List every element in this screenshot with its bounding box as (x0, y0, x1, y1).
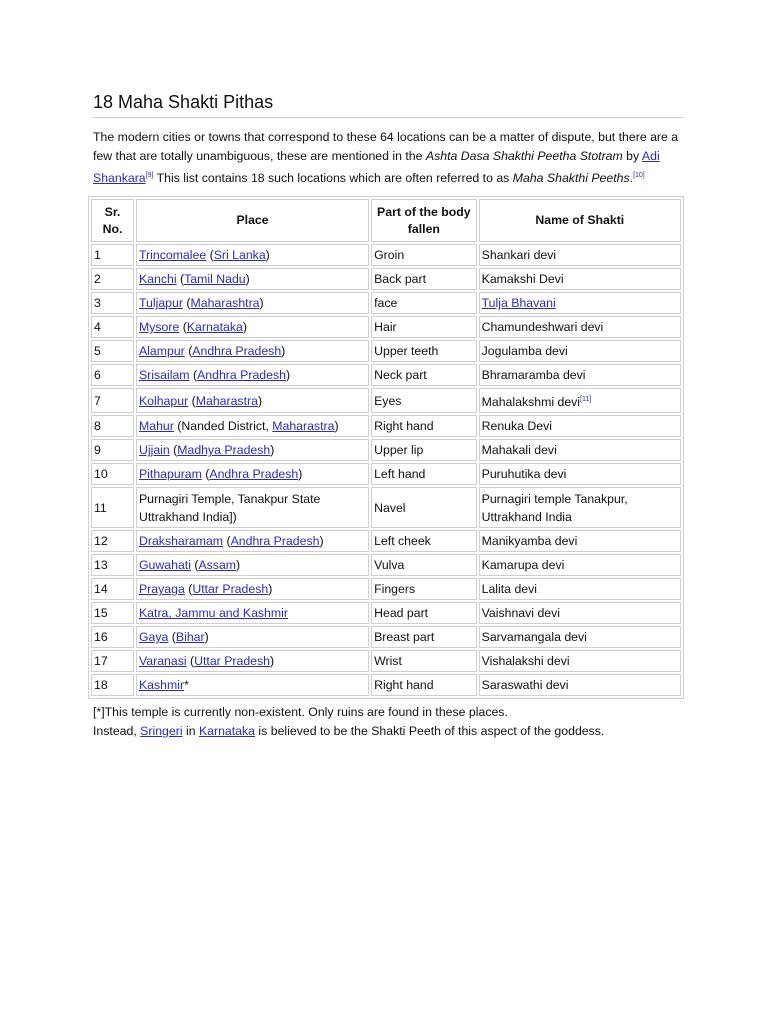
section-title: 18 Maha Shakti Pithas (93, 92, 683, 118)
cell-shakti: Kamarupa devi (479, 554, 681, 576)
cell-body-part: Breast part (371, 626, 477, 648)
cell-sr: 14 (91, 578, 134, 600)
cell-sr: 5 (91, 340, 134, 362)
place-link[interactable]: Prayaga (138, 582, 185, 597)
cell-shakti: Vaishnavi devi (479, 602, 681, 624)
region-link[interactable]: Bihar (175, 630, 205, 645)
cell-sr: 17 (91, 650, 134, 672)
cell-shakti: Saraswathi devi (479, 674, 681, 696)
table-row (91, 292, 681, 314)
cell-place: Tuljapur (Maharashtra) (136, 292, 369, 314)
cell-body-part: Wrist (371, 650, 477, 672)
place-link[interactable]: Kolhapur (138, 393, 189, 408)
cell-body-part: Left cheek (371, 530, 477, 552)
cell-body-part: Upper lip (371, 439, 477, 461)
intro-text: The modern cities or towns that correspond to these 64 locations can be a matter of dispute, but there are a few that are totally unambiguous, these are mentioned in the (93, 130, 679, 163)
cell-body-part: Left hand (371, 463, 477, 485)
footnotes (93, 703, 683, 741)
cell-shakti: Kamakshi Devi (479, 268, 681, 290)
cell-shakti: Mahakali devi (479, 439, 681, 461)
cell-sr: 1 (91, 244, 134, 266)
header-shakti-name: Name of Shakti (479, 199, 681, 242)
cell-place: Kashmir* (136, 674, 369, 696)
table-row (91, 674, 681, 696)
cell-place: Purnagiri Temple, Tanakpur State Uttrakhand India]) (136, 487, 369, 528)
cell-shakti: Sarvamangala devi (479, 626, 681, 648)
shakti-pithas-table (88, 196, 684, 699)
adi-shankara-link[interactable]: Adi Shankara (93, 149, 660, 186)
place-link[interactable]: Guwahati (138, 558, 191, 573)
region-link[interactable]: Maharastra (272, 419, 335, 434)
header-place: Place (136, 199, 369, 242)
cell-body-part: Eyes (371, 388, 477, 413)
cell-shakti: Vishalakshi devi (479, 650, 681, 672)
region-link[interactable]: Andhra Pradesh (230, 534, 320, 549)
cell-place: Kanchi (Tamil Nadu) (136, 268, 369, 290)
place-link[interactable]: Mysore (138, 320, 180, 335)
cell-shakti: Bhramaramba devi (479, 364, 681, 386)
cell-place: Draksharamam (Andhra Pradesh) (136, 530, 369, 552)
place-link[interactable]: Draksharamam (138, 534, 224, 549)
cell-place: Srisailam (Andhra Pradesh) (136, 364, 369, 386)
cell-shakti: Renuka Devi (479, 415, 681, 437)
intro-text: . (629, 171, 634, 186)
sringeri-link[interactable]: Sringeri (140, 724, 183, 739)
cell-place: Kolhapur (Maharastra) (136, 388, 369, 413)
table-row (91, 487, 681, 528)
cell-body-part: Fingers (371, 578, 477, 600)
region-link[interactable]: Andhra Pradesh (209, 467, 299, 482)
cell-body-part: Groin (371, 244, 477, 266)
cell-body-part: Neck part (371, 364, 477, 386)
region-link[interactable]: Karnataka (186, 320, 243, 335)
table-row (91, 602, 681, 624)
cell-body-part: Head part (371, 602, 477, 624)
cell-sr: 9 (91, 439, 134, 461)
cell-sr: 15 (91, 602, 134, 624)
citation-link[interactable]: [10] (633, 172, 645, 179)
region-link[interactable]: Sri Lanka (213, 248, 266, 263)
cell-place: Mysore (Karnataka) (136, 316, 369, 338)
place-link[interactable]: Mahur (138, 419, 174, 434)
region-link[interactable]: Andhra Pradesh (197, 368, 286, 383)
cell-shakti (479, 292, 681, 314)
footnote-nonexistent: [*]This temple is currently non-existent. Only ruins are found in these places. (93, 705, 508, 720)
region-link[interactable]: Madhya Pradesh (177, 443, 271, 458)
cell-body-part: Vulva (371, 554, 477, 576)
cell-body-part: Hair (371, 316, 477, 338)
cell-sr: 6 (91, 364, 134, 386)
place-link[interactable]: Varanasi (138, 654, 187, 669)
cell-shakti: Jogulamba devi (479, 340, 681, 362)
cell-place: Varanasi (Uttar Pradesh) (136, 650, 369, 672)
table-row (91, 578, 681, 600)
cell-body-part: Upper teeth (371, 340, 477, 362)
cell-shakti: Lalita devi (479, 578, 681, 600)
cell-place: Pithapuram (Andhra Pradesh) (136, 463, 369, 485)
header-body-part: Part of the body fallen (371, 199, 477, 242)
place-link[interactable]: Kanchi (138, 272, 177, 287)
cell-sr: 2 (91, 268, 134, 290)
table-row (91, 244, 681, 266)
table-row (91, 554, 681, 576)
article-section (93, 92, 683, 741)
cell-shakti: Mahalakshmi devi[11] (479, 388, 681, 413)
region-link[interactable]: Assam (198, 558, 237, 573)
cell-place: Mahur (Nanded District, Maharastra) (136, 415, 369, 437)
table-row (91, 650, 681, 672)
stotram-title: Ashta Dasa Shakthi Peetha Stotram (425, 149, 623, 163)
cell-shakti: Chamundeshwari devi (479, 316, 681, 338)
region-link[interactable]: Uttar Pradesh (192, 582, 269, 597)
place-link[interactable]: Gaya (138, 630, 169, 645)
cell-place: Ujjain (Madhya Pradesh) (136, 439, 369, 461)
region-link[interactable]: Tamil Nadu (184, 272, 246, 287)
karnataka-link[interactable]: Karnataka (198, 724, 256, 739)
cell-body-part: Right hand (371, 415, 477, 437)
maha-shakthi-peeths-text: Maha Shakthi Peeths (512, 171, 630, 186)
table-row (91, 340, 681, 362)
intro-text: by (622, 149, 642, 163)
intro-text: This list contains 18 such locations which are often referred to as (153, 171, 513, 186)
citation-link[interactable]: [11] (580, 396, 592, 404)
cell-sr: 12 (91, 530, 134, 552)
place-link[interactable]: Ujjain (138, 443, 170, 458)
cell-place: Alampur (Andhra Pradesh) (136, 340, 369, 362)
cell-place (136, 602, 369, 624)
cell-sr: 4 (91, 316, 134, 338)
citation-link[interactable]: [9] (145, 172, 154, 179)
cell-sr: 11 (91, 487, 134, 528)
table-row (91, 388, 681, 413)
table-row (91, 316, 681, 338)
cell-place: Guwahati (Assam) (136, 554, 369, 576)
table-row (91, 530, 681, 552)
region-link[interactable]: Andhra Pradesh (192, 344, 282, 359)
region-link[interactable]: Maharashtra (190, 296, 260, 311)
footnote-sringeri: Instead, Sringeri in Karnataka is believed to be the Shakti Peeth of this aspect of the goddess. (93, 724, 605, 739)
header-sr-no: Sr. No. (91, 199, 134, 242)
cell-sr: 16 (91, 626, 134, 648)
cell-shakti: Puruhutika devi (479, 463, 681, 485)
place-link[interactable]: Pithapuram (138, 467, 202, 482)
cell-body-part: Navel (371, 487, 477, 528)
cell-shakti: Manikyamba devi (479, 530, 681, 552)
place-link[interactable]: Katra, Jammu and Kashmir (138, 606, 288, 621)
table-row (91, 415, 681, 437)
cell-body-part: face (371, 292, 477, 314)
cell-body-part: Back part (371, 268, 477, 290)
cell-place: Trincomalee (Sri Lanka) (136, 244, 369, 266)
cell-sr: 13 (91, 554, 134, 576)
cell-sr: 7 (91, 388, 134, 413)
intro-paragraph (93, 128, 683, 188)
cell-sr: 10 (91, 463, 134, 485)
place-link[interactable]: Trincomalee (138, 248, 207, 263)
region-link[interactable]: Maharastra (195, 393, 258, 408)
table-header-row (91, 199, 681, 242)
cell-shakti: Purnagiri temple Tanakpur, Uttrakhand India (479, 487, 681, 528)
place-link[interactable]: Kashmir (138, 678, 185, 693)
region-link[interactable]: Uttar Pradesh (194, 654, 270, 669)
table-row (91, 268, 681, 290)
cell-body-part: Right hand (371, 674, 477, 696)
cell-sr: 3 (91, 292, 134, 314)
place-link[interactable]: Srisailam (138, 368, 190, 383)
cell-shakti: Shankari devi (479, 244, 681, 266)
table-row (91, 439, 681, 461)
place-link[interactable]: Tuljapur (138, 296, 183, 311)
table-row (91, 463, 681, 485)
shakti-link[interactable]: Tulja Bhavani (481, 296, 556, 311)
place-link[interactable]: Alampur (138, 344, 185, 359)
cell-sr: 18 (91, 674, 134, 696)
cell-place: Gaya (Bihar) (136, 626, 369, 648)
table-row (91, 364, 681, 386)
cell-sr: 8 (91, 415, 134, 437)
table-row (91, 626, 681, 648)
cell-place: Prayaga (Uttar Pradesh) (136, 578, 369, 600)
